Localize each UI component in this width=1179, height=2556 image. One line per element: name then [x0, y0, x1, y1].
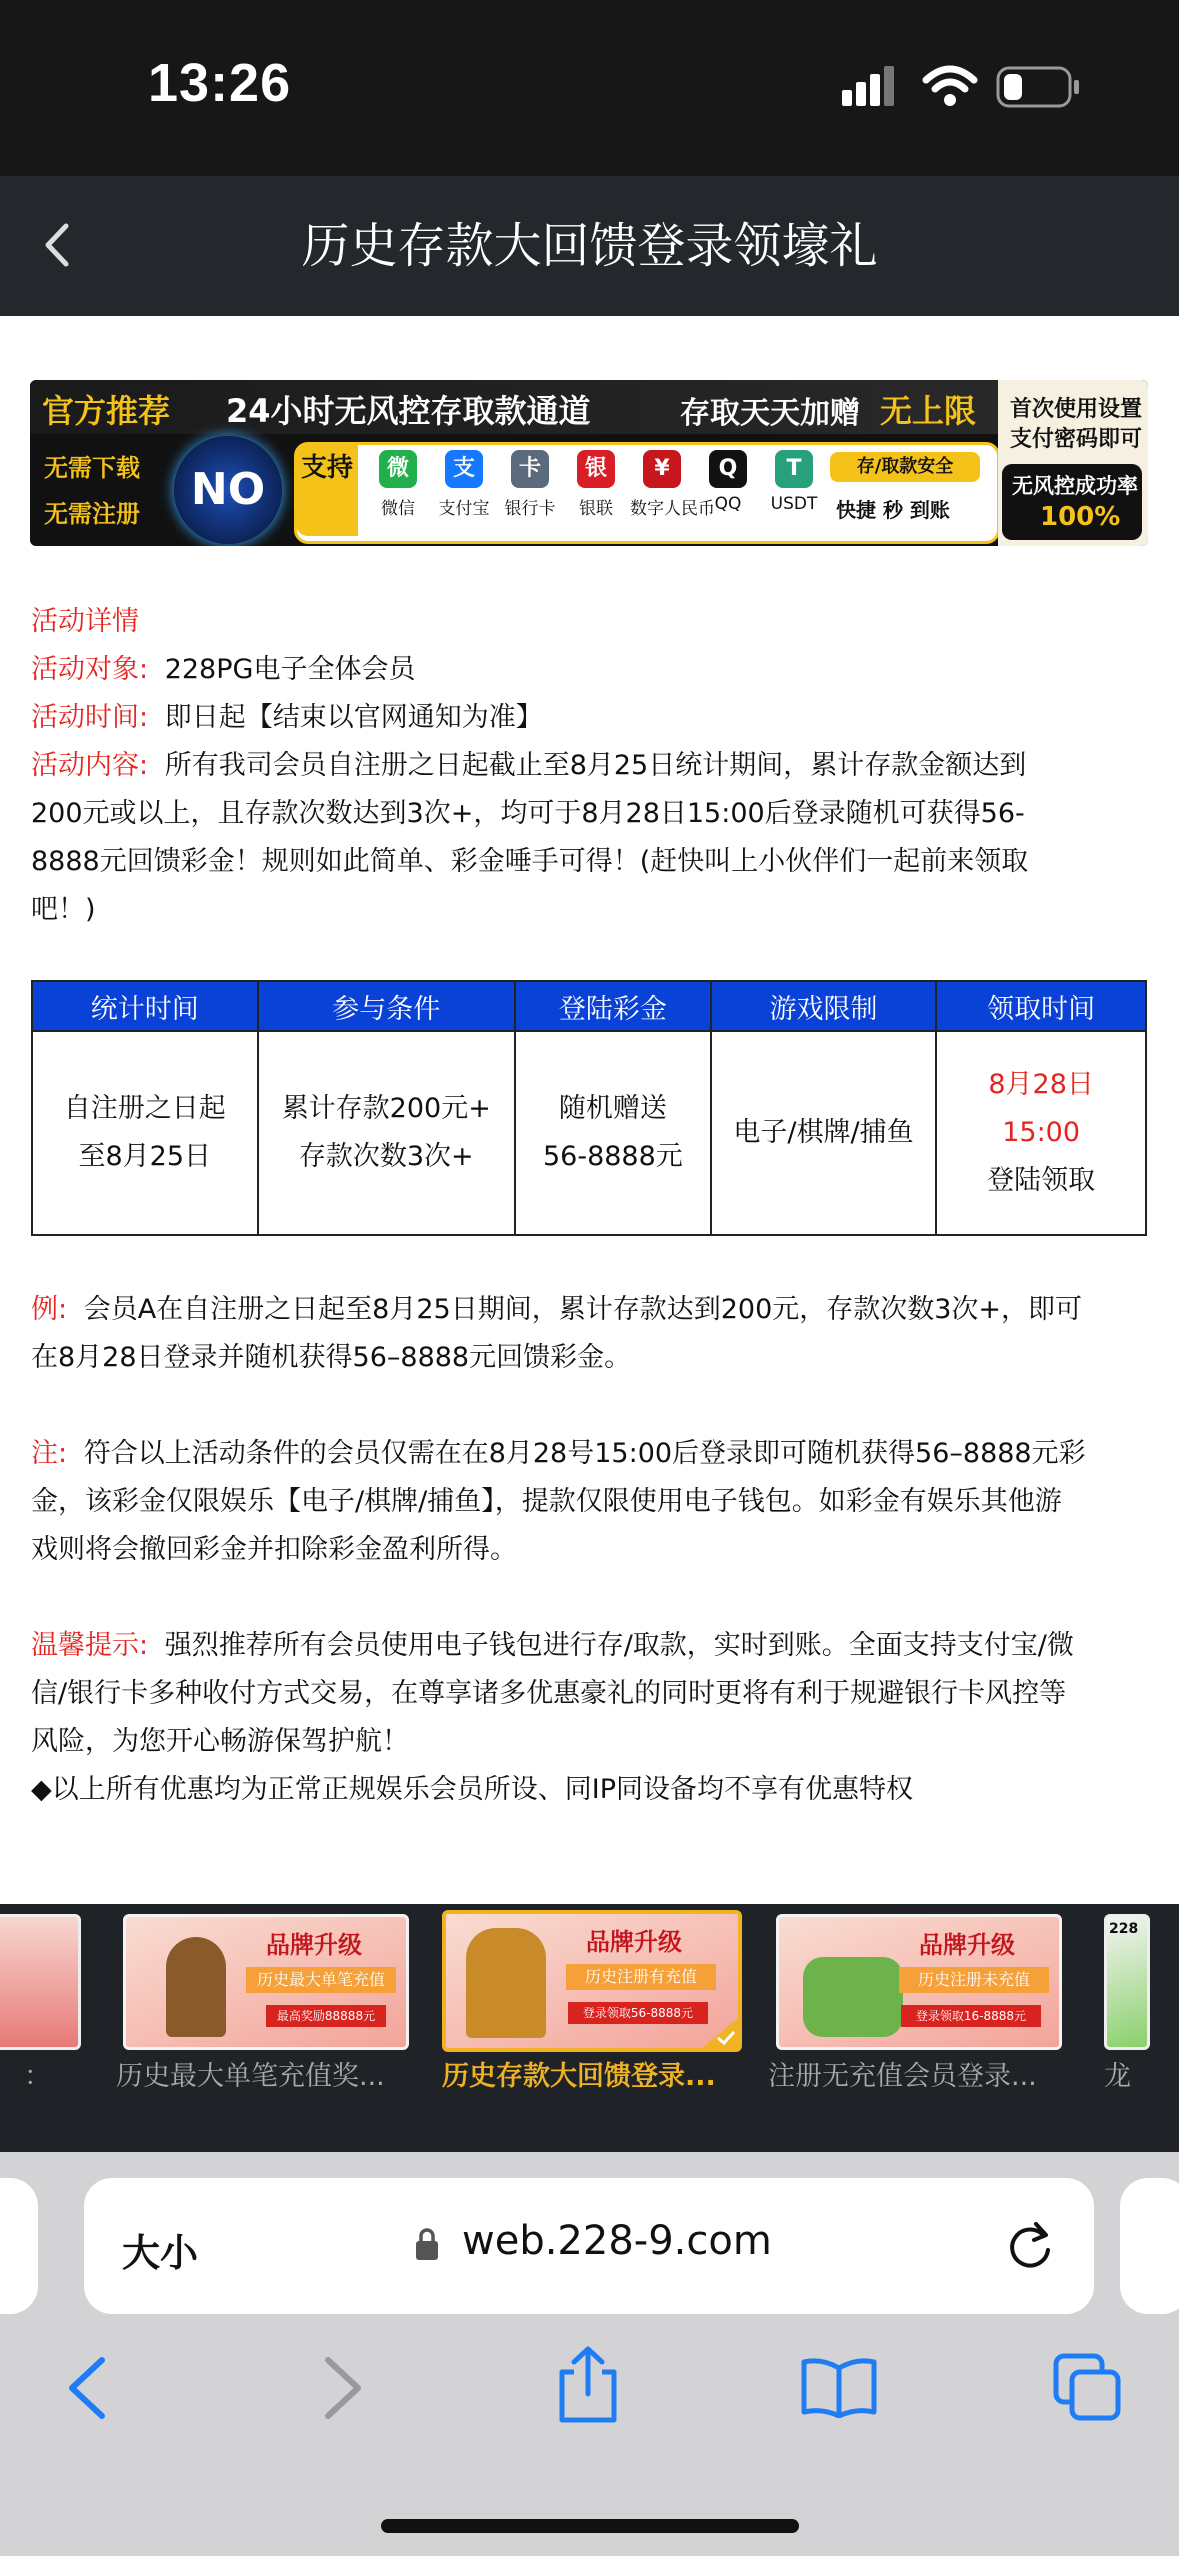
details-content-line4: 吧！): [31, 894, 96, 925]
details-time-value: 即日起【结束以官网通知为准】: [164, 702, 543, 733]
banner-headline-right: 存取天天加赠: [680, 396, 860, 431]
payment-logo-icon: T: [775, 450, 813, 488]
carousel-label-selected[interactable]: 历史存款大回馈登录...: [442, 2061, 716, 2092]
tips-line3: 风险，为您开心畅游保驾护航！: [31, 1726, 409, 1757]
banner-logo: NO: [174, 436, 282, 544]
banner-right-top-a: 首次使用设置: [1010, 397, 1143, 422]
table-header-row: [32, 981, 1146, 1031]
bookmarks-icon[interactable]: [800, 2356, 878, 2418]
carousel-thumb[interactable]: 品牌升级 历史最大单笔充值 最高奖励88888元: [123, 1914, 409, 2050]
details-target: [31, 646, 415, 694]
table-cell-claim-time: 8月28日 15:00 登陆领取: [936, 1031, 1146, 1235]
previous-tab-pill[interactable]: [0, 2178, 38, 2314]
banner-headline-prefix: 官方推荐: [42, 392, 171, 430]
example-line1: 例: 会员A在自注册之日起至8月25日期间，累计存款达到200元，存款次数3次+，即可: [31, 1294, 1083, 1325]
address-bar[interactable]: [84, 2178, 1094, 2314]
tips-label: 温馨提示:: [31, 1630, 149, 1661]
table-cell-condition: 累计存款200元+ 存款次数3次+: [258, 1031, 516, 1235]
banner-payment-item: [432, 450, 496, 519]
table-cell-bonus: 随机赠送 56-8888元: [515, 1031, 711, 1235]
tips-line1: 温馨提示: 强烈推荐所有会员使用电子钱包进行存/取款，实时到账。全面支持支付宝/微: [31, 1630, 1074, 1661]
payment-label: QQ: [714, 494, 742, 514]
carousel-thumb-partial-left[interactable]: [0, 1914, 81, 2050]
banner-right-top-b: 支付密码即可: [1010, 427, 1143, 452]
payment-label: 银联: [579, 499, 613, 519]
banner-fast-text: 快捷 秒 到账: [836, 498, 950, 522]
table-row: [32, 1031, 1146, 1235]
table-header-cell: 参与条件: [258, 981, 516, 1031]
next-tab-pill[interactable]: [1120, 2178, 1179, 2314]
status-bar: [0, 0, 1179, 176]
payment-label: 微信: [381, 499, 415, 519]
reload-icon[interactable]: [1004, 2218, 1058, 2274]
promo-banner[interactable]: [30, 380, 1148, 546]
example-line2: 在8月28日登录并随机获得56–8888元回馈彩金。: [31, 1342, 632, 1373]
banner-payment-item: [366, 450, 430, 519]
carousel-label-partial-right: 龙: [1104, 2061, 1131, 2092]
url-text[interactable]: web.228-9.com: [462, 2218, 772, 2264]
details-heading: 活动详情: [31, 606, 139, 637]
details-content-line3: 8888元回馈彩金！规则如此简单、彩金唾手可得！(赶快叫上小伙伴们一起前来领取: [31, 846, 1029, 877]
page-title: 历史存款大回馈登录领壕礼: [301, 218, 878, 274]
example-label: 例:: [31, 1294, 68, 1325]
banner-payment-item: [762, 450, 826, 514]
carousel-thumb-partial-right[interactable]: 228: [1104, 1914, 1150, 2050]
status-time: 13:26: [148, 53, 292, 113]
banner-safe-tag: 存/取款安全: [830, 452, 980, 482]
share-icon[interactable]: [556, 2346, 620, 2424]
tips-line4: ◆以上所有优惠均为正常正规娱乐会员所设、同IP同设备均不享有优惠特权: [31, 1774, 914, 1805]
carousel-label[interactable]: 历史最大单笔充值奖...: [116, 2061, 385, 2092]
back-arrow-icon[interactable]: [62, 2356, 112, 2420]
payment-label: USDT: [770, 494, 818, 514]
banner-right-bottom-a: 无风控成功率: [1012, 474, 1138, 498]
payment-logo-icon: Q: [709, 450, 747, 488]
banner-left-bottom: 无需注册: [44, 500, 140, 528]
note-line1: 注: 符合以上活动条件的会员仅需在在8月28号15:00后登录即可随机获得56–8888元彩: [31, 1438, 1086, 1469]
tips-line2: 信/银行卡多种收付方式交易，在尊享诸多优惠豪礼的同时更将有利于规避银行卡风控等: [31, 1678, 1067, 1709]
payment-label: 银行卡: [504, 499, 556, 519]
payment-label: 数字人民币: [630, 499, 715, 519]
carousel-thumb-selected[interactable]: 品牌升级 历史注册有充值 登录领取56-8888元: [442, 1910, 742, 2052]
wifi-icon: [922, 64, 978, 108]
page-settings-button[interactable]: 大小: [122, 2231, 199, 2275]
payment-label: 支付宝: [438, 499, 490, 519]
payment-logo-icon: 卡: [511, 450, 549, 488]
banner-payment-item: [564, 450, 628, 519]
table-header-cell: 领取时间: [936, 981, 1146, 1031]
banner-payment-item: [498, 450, 562, 519]
payment-logo-icon: 支: [445, 450, 483, 488]
selected-check-icon: [702, 2018, 738, 2048]
note-line3: 戏则将会撤回彩金并扣除彩金盈利所得。: [31, 1534, 517, 1565]
activity-table: [31, 980, 1147, 1236]
note-line2: 金，该彩金仅限娱乐【电子/棋牌/捕鱼】，提款仅限使用电子钱包。如彩金有娱乐其他游: [31, 1486, 1062, 1517]
details-target-label: 活动对象:: [31, 654, 149, 685]
battery-icon: [996, 64, 1082, 110]
details-target-value: 228PG电子全体会员: [164, 654, 416, 685]
banner-support: 支持: [296, 444, 358, 536]
navigation-bar: [0, 176, 1179, 316]
banner-payment-item: [630, 450, 715, 519]
table-header-cell: 登陆彩金: [515, 981, 711, 1031]
payment-logo-icon: 微: [379, 450, 417, 488]
details-content-line1: 活动内容: 所有我司会员自注册之日起截止至8月25日统计期间，累计存款金额达到: [31, 750, 1027, 781]
lock-icon: [414, 2226, 440, 2262]
payment-logo-icon: ¥: [643, 450, 681, 488]
cellular-signal-icon: [842, 66, 902, 110]
table-header-cell: 游戏限制: [711, 981, 937, 1031]
tabs-icon[interactable]: [1052, 2352, 1124, 2422]
payment-logo-icon: 银: [577, 450, 615, 488]
promo-carousel[interactable]: [0, 1904, 1179, 2152]
details-content-label: 活动内容:: [31, 750, 149, 781]
carousel-label[interactable]: 注册无充值会员登录...: [768, 2061, 1037, 2092]
back-chevron-icon[interactable]: [34, 220, 84, 270]
details-time: [31, 694, 543, 742]
carousel-thumb[interactable]: 品牌升级 历史注册未充值 登录领取16-8888元: [776, 1914, 1062, 2050]
banner-left-top: 无需下载: [44, 454, 140, 482]
banner-right-bottom-b: 100%: [1040, 502, 1121, 532]
note-label: 注:: [31, 1438, 68, 1469]
table-header-cell: 统计时间: [32, 981, 258, 1031]
banner-headline: 24小时无风控存取款通道: [226, 392, 591, 430]
banner-headline-right-highlight: 无上限: [880, 392, 977, 430]
details-content-line2: 200元或以上，且存款次数达到3次+，均可于8月28日15:00后登录随机可获得56-: [31, 798, 1025, 829]
details-time-label: 活动时间:: [31, 702, 149, 733]
carousel-label-partial-left: ：: [24, 2061, 51, 2092]
table-cell-games: 电子/棋牌/捕鱼: [711, 1031, 937, 1235]
banner-payment-item: [696, 450, 760, 514]
forward-arrow-icon[interactable]: [318, 2356, 368, 2420]
table-cell-period: 自注册之日起 至8月25日: [32, 1031, 258, 1235]
home-indicator: [381, 2519, 799, 2533]
